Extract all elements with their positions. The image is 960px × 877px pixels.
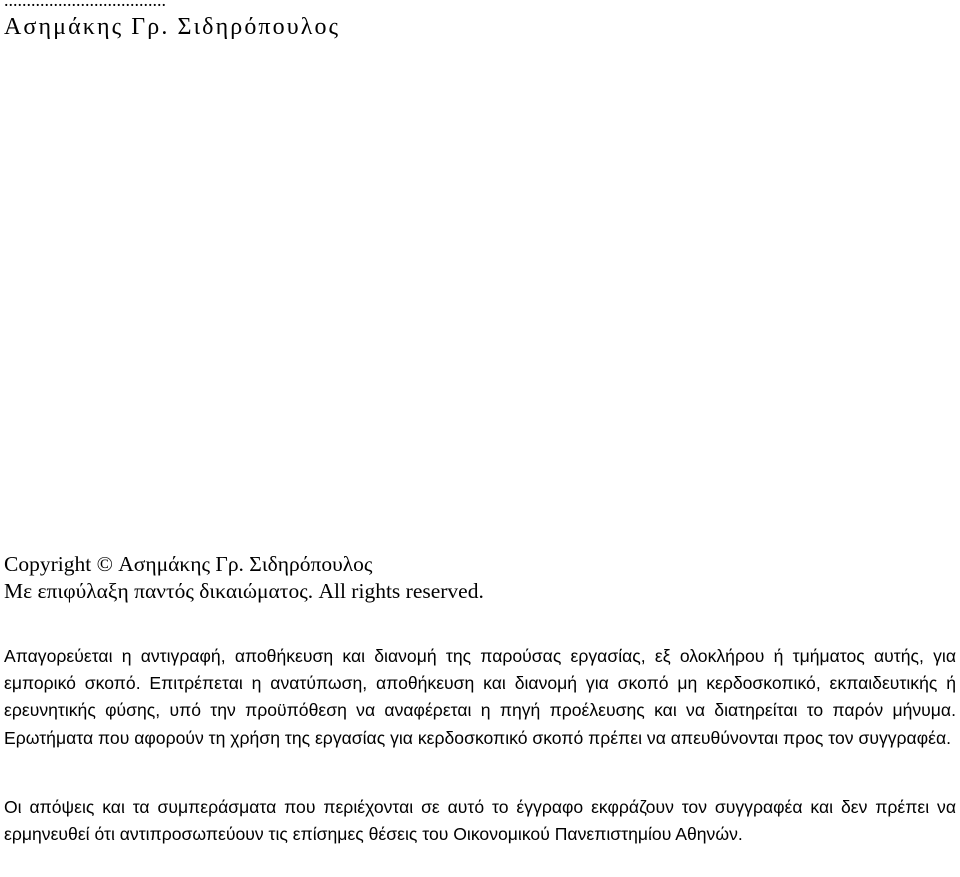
signature-dotted-line: .................................... (4, 0, 166, 10)
rights-reserved-line: Με επιφύλαξη παντός δικαιώματος. All rights reserved. (4, 579, 484, 603)
usage-notice-paragraph: Απαγορεύεται η αντιγραφή, αποθήκευση και διανομή της παρούσας εργασίας, εξ ολοκλήρου ή τμήματος αυτής, για εμπορικό σκοπό. Επιτρέπεται η ανατύπωση, αποθήκευση και διανομή για σκοπό μη κερδοσκοπικό, εκπαιδευτικής ή ερευνητικής φύσης, υπό την προϋπόθεση να αναφέρεται η πηγή προέλευσης και να διατηρείται το παρόν μήνυμα. Ερωτήματα που αφορούν τη χρήση της εργασίας για κερδοσκοπικό σκοπό πρέπει να απευθύνονται προς τον συγγραφέα. (4, 646, 956, 748)
disclaimer-paragraph: Οι απόψεις και τα συμπεράσματα που περιέχονται σε αυτό το έγγραφο εκφράζουν τον συγγραφέα και δεν πρέπει να ερμηνευθεί ότι αντιπροσωπεύουν τις επίσημες θέσεις του Οικονομικού Πανεπιστημίου Αθηνών. (4, 797, 956, 845)
author-name: Ασημάκης Γρ. Σιδηρόπουλος (4, 14, 341, 40)
copyright-line: Copyright © Ασημάκης Γρ. Σιδηρόπουλος (4, 552, 373, 576)
copyright-block (4, 551, 484, 605)
